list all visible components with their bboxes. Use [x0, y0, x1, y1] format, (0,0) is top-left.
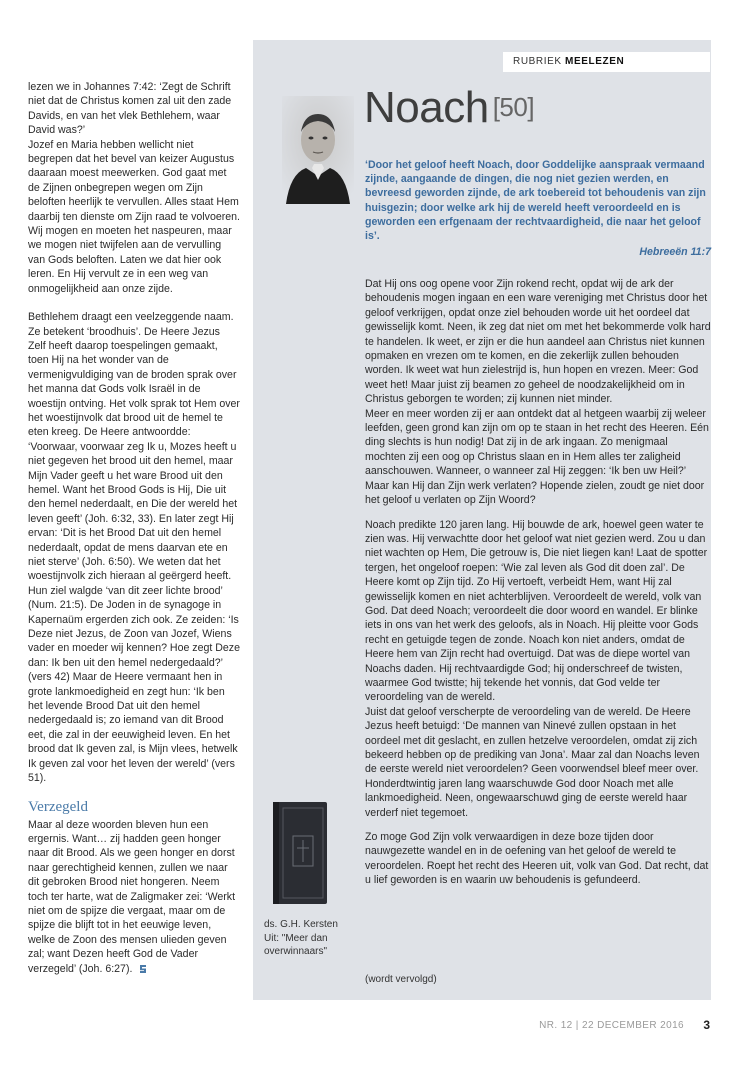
scripture-reference: Hebreeën 11:7 [639, 246, 711, 258]
left-column [28, 80, 240, 976]
scripture-quote: ‘Door het geloof heeft Noach, door Goddelijke aanspraak vermaand zijnde, aangaande de dingen, die nog niet gezien werden, en bevreesd geworden zijnde, de ark toebereid tot behoudenis van zijn huisgezin; door welke ark hij de wereld heeft veroordeeld en is geworden een erfgenaam der rechtvaardigheid, die naar het geloof is’. [365, 159, 706, 243]
issue-info: NR. 12 | 22 DECEMBER 2016 [539, 1020, 684, 1031]
body-paragraph: Zo moge God Zijn volk verwaardigen in deze boze tijden door nauwgezette wandel en in de oefening van het geloof de wereld te veroordelen. Roept het recht des Heeren uit, volk van God. Dat recht, dat u lief geworden is en waarin uw behoudenis is gefundeerd. [365, 831, 709, 887]
subheading-verzegeld: Verzegeld [28, 798, 88, 815]
book-photo [269, 800, 331, 906]
body-paragraph: Dat Hij ons oog opene voor Zijn rokend recht, opdat wij de ark der behoudenis mogen ingaan en een ware vereniging met Christus door het geloof verkrijgen, opdat onze ziel behouden worde uit het oordeel dat gewisselijk komt. Neen, ik zeg dat niet om met het bekommerde volk hard te handelen. Ik weet, er zijn er die hun aandeel aan Christus niet kunnen opmaken en vrezen om te komen, en die zekerlijk zullen behouden worden. Ik weet wat hun zielestrijd is, hun hopen en vrezen. Meer: God weet het! Maar juist zij beamen zo geheel de noodzakelijkheid om in Christus geborgen te worden; zij kunnen niet minder. [365, 278, 711, 406]
end-mark-icon [138, 964, 148, 974]
left-paragraph: Maar al deze woorden bleven hun een ergernis. Want… zij hadden geen honger naar dit Brood. Als we geen honger en dorst naar gerechtigheid kennen, zullen we naar dit gebroken Brood niet hongeren. Neem toch ter harte, wat de Zaligmaker zei: ‘Werkt niet om de spijze die vergaat, maar om de spijze die blijft tot in het eeuwige leven, welke de Zoon des mensen ulieden geven zal; want Dezen heeft God de Vader verzegeld’ (Joh. 6:27). [28, 818, 236, 975]
portrait-photo [282, 96, 354, 204]
image-caption: ds. G.H. Kersten Uit: "Meer dan overwinnaars" [264, 919, 338, 957]
article-body [365, 277, 711, 888]
left-paragraph: Bethlehem draagt een veelzeggende naam. Ze betekent ‘broodhuis’. De Heere Jezus Zelf heeft daarop toespelingen gemaakt, toen Hij na het wonder van de vermenigvuldiging van de broden sprak over het manna dat Gods volk Israël in de woestijn ontving. Het volk sprak tot Hem over het woestijnvolk dat brood uit de hemel te eten kreeg. De Heere antwoordde: ‘Voorwaar, voorwaar zeg Ik u, Mozes heeft u niet gegeven het brood uit den hemel, maar Mijn Vader geeft u het ware Brood uit den hemel. Want het Brood Gods is Hij, Die uit den hemel nederdaalt, en Die der wereld het leven geeft’ (Joh. 6:32, 33). En later zegt Hij ervan: ‘Dit is het Brood Dat uit den hemel nederdaalt, opdat de mens daarvan ete en niet sterve’ (Joh. 6:50). We weten dat het woestijnvolk zich hieraan al geërgerd heeft. Hun ziel walgde ‘van dit zeer lichte brood’ (Num. 21:5). De Joden in de synagoge in Kapernaüm ergerden zich ook. Ze zeiden: ‘Is Deze niet Jezus, de Zoon van Jozef, Wiens vader en moeder wij kennen? Hoe zegt Deze dan: Ik ben uit den hemel nedergedaald?’ (vers 42) Maar de Heere vermaant hen in grote lankmoedigheid en zegt hun: ‘Ik ben het levende Brood Dat uit den hemel nedergedaald is; zo iemand van dit Brood eet, die zal in der eeuwigheid leven. En het brood dat Ik geven zal, is Mijn vlees, hetwelk Ik geven zal voor het leven der wereld’ (vers 51). [28, 311, 240, 785]
page-number: 3 [703, 1018, 710, 1032]
left-paragraph: Jozef en Maria hebben wellicht niet begrepen dat het bevel van keizer Augustus daaraan moest meewerken. God gaat met de Zijnen onbegrepen wegen om Zijn beloften heerlijk te vervullen. Alles staat Hem daarbij ten dienste om Zijn raad te volvoeren. Wij mogen en moeten het naspeuren, maar we mogen niet twijfelen aan de vervulling van Gods beloften. Laten we dat hier ook leren. En Hij vervult ze in een weg van onmogelijkheid aan onze zijde. [28, 138, 240, 295]
body-paragraph: Meer en meer worden zij er aan ontdekt dat al hetgeen waarbij zij weleer leefden, geen grond kan zijn om op te staan in het recht des Heeren. Eén ding slechts is hun nodig! Dat zij in de ark ingaan. Zo menigmaal mochten zij een oog op Christus slaan en in Hem alles ter zaligheid aanschouwen. Wanneer, o wanneer zal Hij zeggen: ‘Ik ben uw Heil?’ Maar kan Hij dan Zijn werk verlaten? Hopende zielen, zoudt ge niet door het geloof u verlaten op Zijn Woord? [365, 407, 709, 507]
body-paragraph: Noach predikte 120 jaren lang. Hij bouwde de ark, hoewel geen water te zien was. Hij verwachtte door het geloof wat niet gezien werd. Zou u dan niet wachten op Hem, Die getrouw is, Die niet liegen kan! Laat de spotter tergen, het ongeloof roepen: ‘Wie zal leven als God dit doen zal’. De Heere komt op Zijn tijd. Zo Hij vertoeft, verbeidt Hem, want Hij zal gewisselijk komen en niet achterblijven. Veroordeelt de wereld, volk van God. Dat deed Noach; veroordeelt die door woord en wandel. Er blinke iets in ons van het werk des geloofs, als in Noach. Hij pleitte voor Gods recht en getuigde tegen de zonde. Noach kon niet anders, omdat de Heere hem van Zijn recht had overtuigd. Dat was de diepe wortel van Noachs daden. Hij rechtvaardigde God; hij onderschreef de twisten, waarmee God twistte; hij tekende het vonnis, dat God velde ter veroordeling van de wereld. [365, 518, 708, 704]
to-be-continued: (wordt vervolgd) [365, 974, 437, 985]
left-paragraph: lezen we in Johannes 7:42: ‘Zegt de Schrift niet dat de Christus komen zal uit den zade Davids, en van het vlek Bethlehem, waar David was?’ [28, 81, 232, 137]
section-label: RUBRIEK MEELEZEN [503, 52, 710, 72]
article-title: Noach [50] [364, 83, 535, 132]
body-paragraph: Juist dat geloof verscherpte de veroordeling van de wereld. De Heere Jezus heeft betuigd: ‘De mannen van Ninevé zullen opstaan in het oordeel met dit geslacht, en zullen hetzelve veroordelen, omdat zij zich bekeerd hebben op de prediking van Jona’. Maar zal dan Noachs leven de eerste wereld niet veroordelen? Geen voorwendsel bleef meer over. Honderdtwintig jaren lang waarschuwde God door Noach met alle lankmoedigheid. Neen, ongewaarschuwd ging de eerste wereld haar verderf niet tegemoet. [365, 705, 700, 819]
